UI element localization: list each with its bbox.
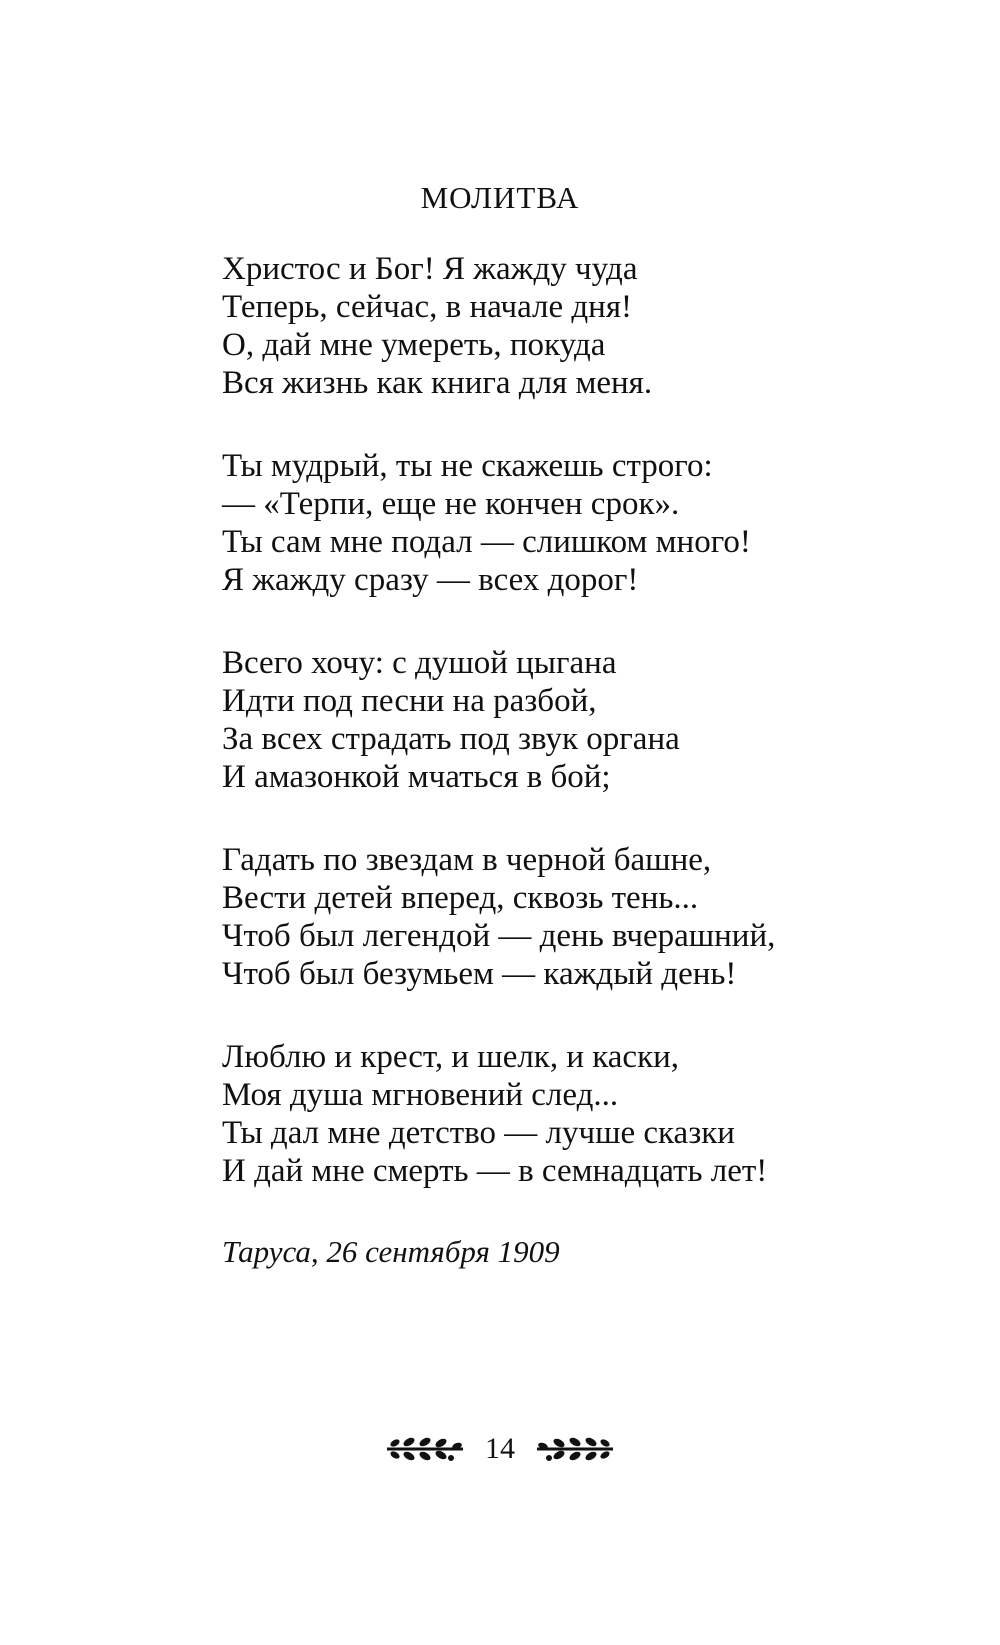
poem-line: И амазонкой мчаться в бой; (222, 759, 611, 795)
poem-line: Христос и Бог! Я жажду чуда (222, 251, 638, 287)
stanza (222, 1038, 922, 1190)
stanza (222, 447, 922, 599)
poem-line: Чтоб был безумьем — каждый день! (222, 956, 737, 992)
poem-line: Идти под песни на разбой, (222, 683, 597, 719)
page-number: 14 (485, 1432, 515, 1465)
stanza (222, 250, 922, 402)
poem-line: Чтоб был легендой — день вчерашний, (222, 918, 776, 954)
poem-line: Ты сам мне подал — слишком много! (222, 524, 751, 560)
place-date-signature: Таруса, 26 сентября 1909 (222, 1234, 560, 1269)
poem-line: Люблю и крест, и шелк, и каски, (222, 1039, 680, 1075)
poem-line: Я жажду сразу — всех дорог! (222, 562, 639, 598)
poem-line: Вся жизнь как книга для меня. (222, 365, 653, 401)
poem-line: Ты дал мне детство — лучше сказки (222, 1115, 735, 1151)
poem-line: Вести детей вперед, сквозь тень... (222, 880, 699, 916)
page-footer (0, 1432, 1000, 1466)
poem-line: И дай мне смерть — в семнадцать лет! (222, 1153, 768, 1189)
poem-line: Гадать по звездам в черной башне, (222, 842, 712, 878)
leaf-ornament-icon (533, 1434, 615, 1464)
poem-line: О, дай мне умереть, покуда (222, 327, 606, 363)
poem-line: За всех страдать под звук органа (222, 721, 680, 757)
stanza (222, 841, 922, 993)
poem-line: Ты мудрый, ты не скажешь строго: (222, 448, 713, 484)
poem-line: Моя душа мгновений след... (222, 1077, 619, 1113)
poem-line: Теперь, сейчас, в начале дня! (222, 289, 632, 325)
poem-line: — «Терпи, еще не кончен срок». (222, 486, 680, 522)
leaf-ornament-icon (385, 1434, 467, 1464)
poem-title: МОЛИТВА (420, 180, 580, 215)
poem-line: Всего хочу: с душой цыгана (222, 645, 617, 681)
poem-body (222, 250, 922, 1271)
stanza (222, 644, 922, 796)
